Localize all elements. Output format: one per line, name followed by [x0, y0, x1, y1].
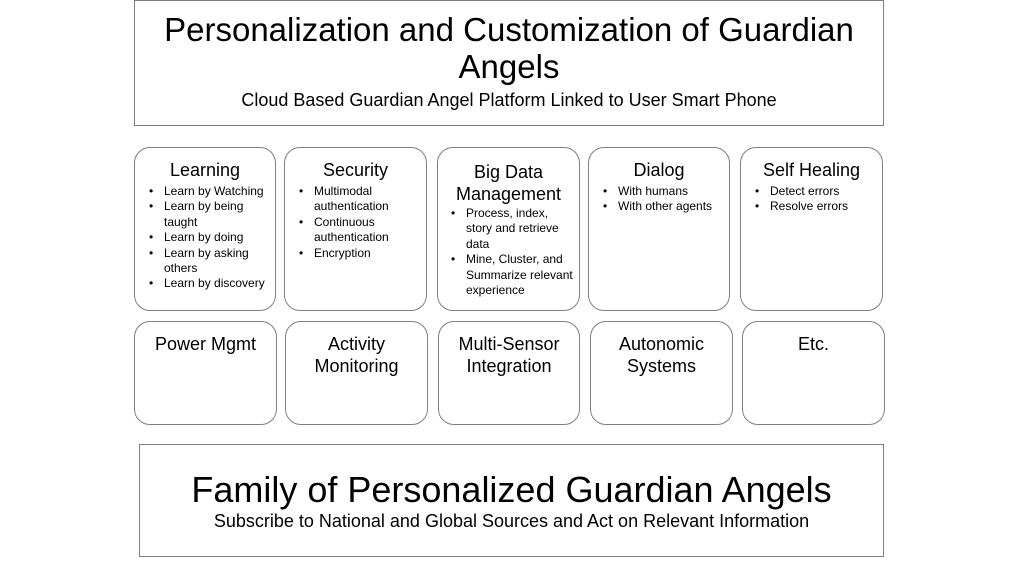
list-item — [603, 199, 723, 214]
list-item-text: Process, index, story and retrieve data — [466, 206, 559, 251]
list-item — [603, 184, 723, 199]
list-item-text: Resolve errors — [770, 199, 849, 214]
list-item-text: Learn by doing — [164, 230, 244, 245]
list-item — [299, 246, 420, 261]
bullet-icon: • — [603, 184, 608, 198]
list-item-text: Learn by asking others — [164, 245, 249, 276]
list-item-text: Continuous authentication — [314, 214, 389, 245]
family-footer-box — [139, 444, 884, 557]
list-item — [451, 206, 573, 252]
capability-list — [741, 184, 882, 215]
list-item — [149, 184, 269, 199]
list-item — [755, 184, 876, 199]
capability-card-dialog — [588, 147, 730, 311]
family-title: Family of Personalized Guardian Angels — [191, 469, 832, 510]
capability-list — [285, 184, 426, 261]
capability-title: Dialog — [633, 160, 685, 180]
list-item-text: With other agents — [618, 199, 713, 214]
capability-card-security — [284, 147, 427, 311]
capability-card-self-healing — [740, 147, 883, 311]
bullet-icon: • — [451, 206, 456, 220]
capability-card-learning — [134, 147, 276, 311]
family-subtitle: Subscribe to National and Global Sources and Act on Relevant Information — [213, 511, 810, 531]
list-item — [149, 230, 269, 245]
capability-card-big-data — [437, 147, 580, 311]
module-card-power-mgmt — [134, 321, 277, 425]
module-title: Autonomic Systems — [618, 334, 705, 376]
capability-list — [135, 184, 275, 292]
list-item-text: With humans — [618, 184, 689, 198]
module-card-activity-monitoring — [285, 321, 428, 425]
capability-title: Self Healing — [762, 160, 861, 180]
bullet-icon: • — [299, 214, 304, 229]
bullet-icon: • — [149, 245, 154, 260]
capability-list — [589, 184, 729, 215]
capability-title: Learning — [169, 160, 241, 180]
list-item — [299, 215, 420, 246]
list-item-text: Encryption — [314, 245, 371, 260]
bullet-icon: • — [755, 199, 760, 214]
list-item — [149, 199, 269, 230]
bullet-icon: • — [299, 184, 304, 198]
module-card-etc — [742, 321, 885, 425]
capability-title: Security — [322, 160, 389, 180]
bullet-icon: • — [299, 245, 304, 260]
bullet-icon: • — [149, 230, 154, 245]
module-card-multi-sensor — [438, 321, 580, 425]
list-item-text: Mine, Cluster, and Summarize relevant experience — [466, 252, 573, 298]
list-item-text: Learn by discovery — [164, 276, 265, 291]
bullet-icon: • — [149, 184, 154, 198]
list-item — [149, 276, 269, 291]
bullet-icon: • — [451, 252, 456, 267]
list-item-text: Detect errors — [770, 184, 840, 198]
platform-header-box — [134, 0, 884, 126]
list-item-text: Learn by Watching — [164, 184, 264, 198]
list-item — [299, 184, 420, 215]
module-title: Power Mgmt — [154, 334, 257, 354]
platform-title: Personalization and Customization of Guardian Angels — [164, 11, 854, 85]
list-item — [755, 199, 876, 214]
capability-title: Big Data Management — [455, 162, 562, 204]
bullet-icon: • — [755, 184, 760, 198]
bullet-icon: • — [149, 199, 154, 214]
capability-list — [438, 206, 579, 298]
module-title: Multi-Sensor Integration — [458, 334, 560, 376]
bullet-icon: • — [603, 199, 608, 214]
list-item-text: Multimodal authentication — [314, 184, 389, 214]
platform-subtitle: Cloud Based Guardian Angel Platform Linked to User Smart Phone — [241, 90, 777, 110]
module-title: Activity Monitoring — [314, 334, 399, 376]
module-title: Etc. — [797, 334, 829, 354]
module-card-autonomic-systems — [590, 321, 733, 425]
list-item — [149, 246, 269, 277]
list-item — [451, 252, 573, 298]
bullet-icon: • — [149, 276, 154, 291]
list-item-text: Learn by being taught — [164, 199, 244, 229]
